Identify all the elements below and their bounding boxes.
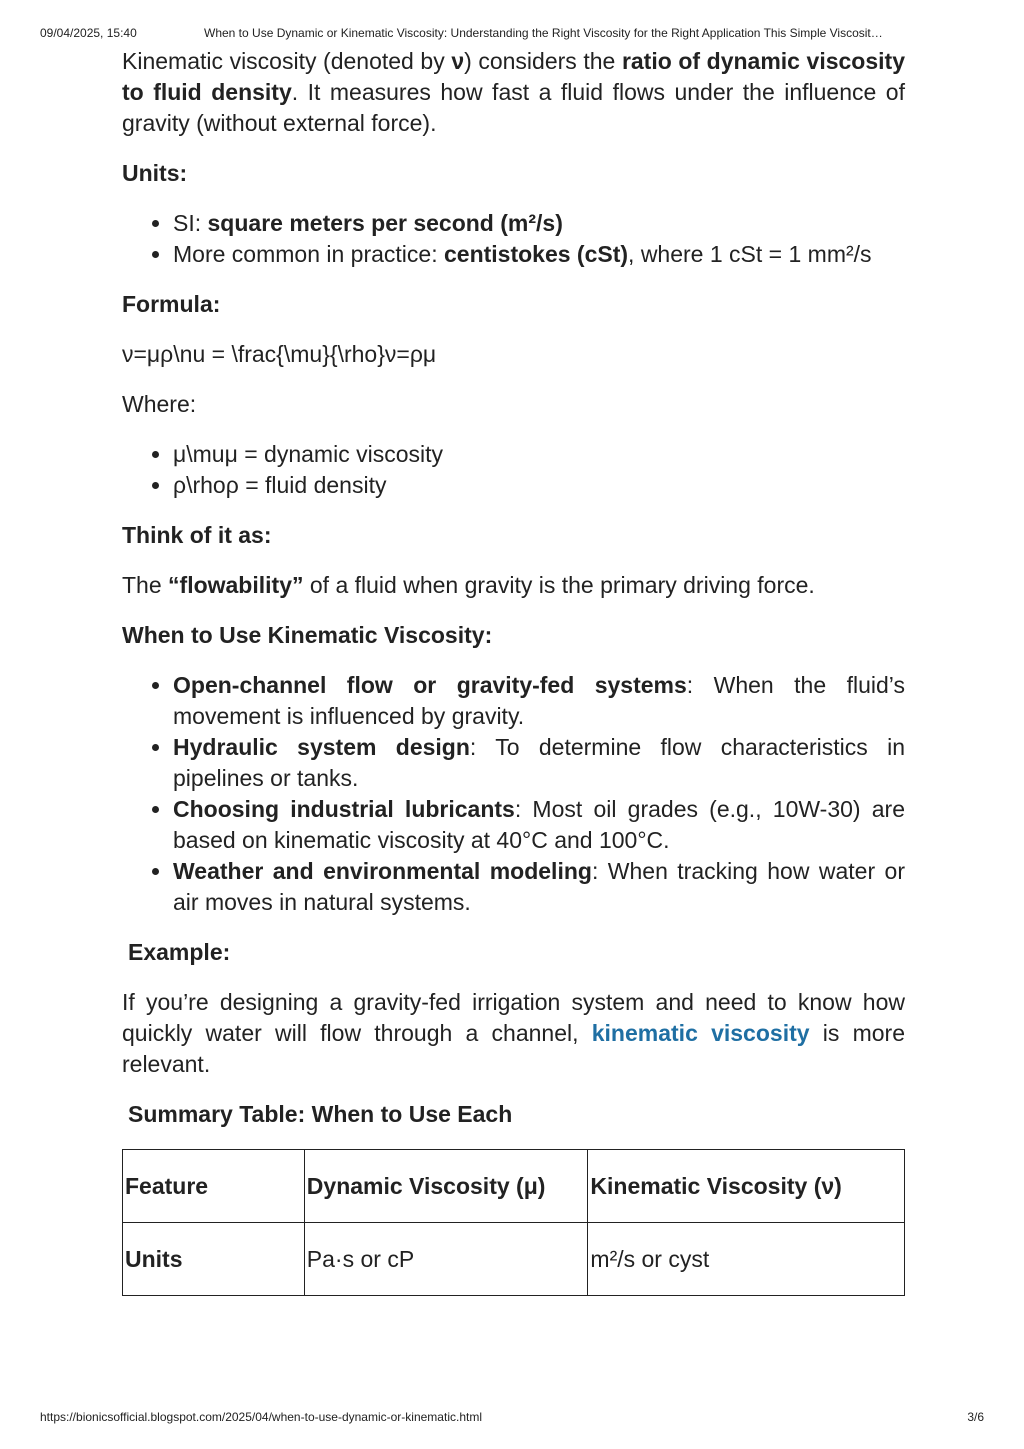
when-item-text: : To determine flow characteristics in pipelines or tanks. [173,734,906,791]
when-heading: When to Use Kinematic Viscosity: [122,622,493,648]
summary-table [122,1149,905,1296]
list-item [173,732,905,794]
table-header-cell: Dynamic Viscosity (μ) [304,1150,588,1223]
units-item-bold: centistokes (cSt) [443,241,629,267]
when-item-bold: Open-channel flow or gravity-fed systems [173,672,687,698]
when-item-bold: Weather and environmental modeling [173,858,592,884]
print-datetime: 09/04/2025, 15:40 [40,26,137,40]
think-paragraph [122,570,905,601]
intro-text-2: ) considers the [464,48,622,74]
think-text-pre: The [122,572,169,598]
example-text-2: is more relevant. [122,1020,905,1077]
table-cell: Pa·s or cP [304,1223,588,1296]
summary-heading: Summary Table: When to Use Each [128,1101,513,1127]
print-footer [40,1410,984,1424]
list-item: • ρ\rhoρ = fluid density [173,470,905,501]
article-content [122,46,905,1296]
example-text-1: If you’re designing a gravity-fed irrigation system and need to know how quickly water will flow through a channel, [122,989,905,1046]
table-cell: m²/s or cyst [588,1223,905,1296]
table-header-row [123,1150,905,1223]
where-label: Where: [122,391,197,417]
example-heading: Example: [128,939,231,965]
units-heading: Units: [122,160,188,186]
think-heading: Think of it as: [122,522,272,548]
when-item-bold: Choosing industrial lubricants [173,796,515,822]
where-list [122,439,905,501]
print-page-title: When to Use Dynamic or Kinematic Viscosity: Understanding the Right Viscosity for the Right Application This Simple Viscosit… [204,26,883,40]
when-list [122,670,905,918]
nu-symbol: ν [451,48,465,74]
print-header [40,26,984,40]
units-item-text: SI: [173,210,208,236]
units-item-text: More common in practice: [173,241,444,267]
units-list [122,208,905,270]
when-item-text: : Most oil grades (e.g., 10W-30) are based on kinematic viscosity at 40°C and 100°C. [173,796,905,853]
example-paragraph [122,987,905,1080]
intro-bold-definition: ratio of dynamic viscosity to fluid density [122,48,905,105]
intro-text-1: Kinematic viscosity (denoted by [122,48,452,74]
when-item-text: : When the fluid’s movement is influenced by gravity. [173,672,905,729]
list-item: • μ\muμ = dynamic viscosity [173,439,905,470]
list-item [173,239,905,270]
page-number: 3/6 [967,1410,984,1424]
table-row [123,1223,905,1296]
units-item-bold: square meters per second (m²/s) [207,210,563,236]
kinematic-viscosity-link[interactable]: kinematic viscosity [591,1020,810,1046]
list-item [173,794,905,856]
list-item [173,670,905,732]
table-header-cell: Feature [123,1150,305,1223]
think-bold: “flowability” [168,572,304,598]
list-item [173,856,905,918]
table-header-cell: Kinematic Viscosity (ν) [588,1150,905,1223]
list-item [173,208,905,239]
formula-heading: Formula: [122,291,221,317]
when-item-bold: Hydraulic system design [173,734,470,760]
units-item-post: , where 1 cSt = 1 mm²/s [628,241,872,267]
think-text-post: of a fluid when gravity is the primary driving force. [303,572,815,598]
print-url: https://bionicsofficial.blogspot.com/2025/04/when-to-use-dynamic-or-kinematic.html [40,1410,482,1424]
table-cell: Units [123,1223,305,1296]
when-item-text: : When tracking how water or air moves in natural systems. [173,858,906,915]
formula-text: ν=μρ\nu = \frac{\mu}{\rho}ν=ρμ​ [122,341,437,367]
intro-paragraph [122,46,905,139]
intro-text-3: . It measures how fast a fluid flows under the influence of gravity (without external force). [122,79,905,136]
